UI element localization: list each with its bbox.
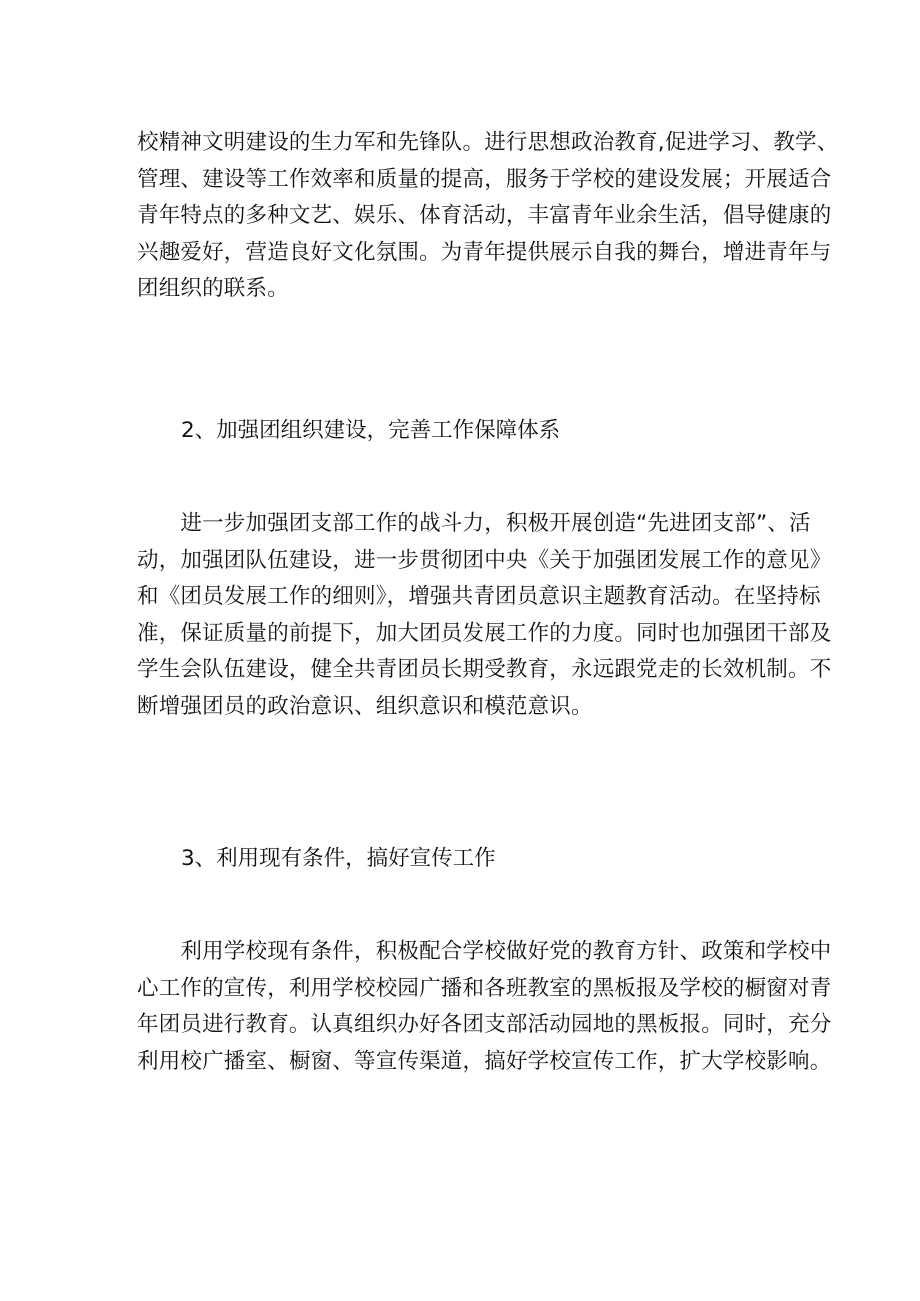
paragraph-2 bbox=[137, 506, 832, 725]
paragraph-1 bbox=[137, 125, 839, 308]
paragraph-1-line: 管理、建设等工作效率和质量的提高，服务于学校的建设发展；开展适合 bbox=[137, 166, 832, 192]
paragraph-1-line: 团组织的联系。 bbox=[137, 276, 289, 301]
paragraph-1-line: 校精神文明建设的生力军和先锋队。进行思想政治教育,促进学习、教学、 bbox=[137, 130, 839, 155]
paragraph-3-line: 心工作的宣传，利用学校校园广播和各班教室的黑板报及学校的橱窗对青 bbox=[137, 975, 832, 1001]
paragraph-2-line: 学生会队伍建设，健全共青团员长期受教育，永远跟党走的长效机制。不 bbox=[137, 657, 832, 682]
section-heading-2: 2、加强团组织建设，完善工作保障体系 bbox=[181, 418, 561, 443]
paragraph-2-line: 断增强团员的政治意识、组织意识和模范意识。 bbox=[137, 693, 593, 719]
paragraph-2-line: 动，加强团队伍建设，进一步贯彻团中央《关于加强团发展工作的意见》 bbox=[137, 547, 832, 573]
paragraph-2-line: 准，保证质量的前提下，加大团员发展工作的力度。同时也加强团干部及 bbox=[137, 620, 832, 646]
paragraph-3-line: 年团员进行教育。认真组织办好各团支部活动园地的黑板报。同时，充分 bbox=[137, 1012, 832, 1037]
paragraph-3 bbox=[137, 934, 832, 1080]
paragraph-1-line: 青年特点的多种文艺、娱乐、体育活动，丰富青年业余生活，倡导健康的 bbox=[137, 203, 832, 228]
section-heading-3: 3、利用现有条件，搞好宣传工作 bbox=[181, 846, 496, 871]
paragraph-1-line: 兴趣爱好，营造良好文化氛围。为青年提供展示自我的舞台，增进青年与 bbox=[137, 239, 832, 265]
paragraph-3-line: 利用校广播室、橱窗、等宣传渠道，搞好学校宣传工作，扩大学校影响。 bbox=[137, 1048, 832, 1074]
paragraph-3-line: 利用学校现有条件，积极配合学校做好党的教育方针、政策和学校中 bbox=[137, 939, 832, 964]
paragraph-2-line: 进一步加强团支部工作的战斗力，积极开展创造“先进团支部”、活 bbox=[137, 511, 811, 536]
paragraph-2-line: 和《团员发展工作的细则》，增强共青团员意识主题教育活动。在坚持标 bbox=[137, 584, 821, 609]
